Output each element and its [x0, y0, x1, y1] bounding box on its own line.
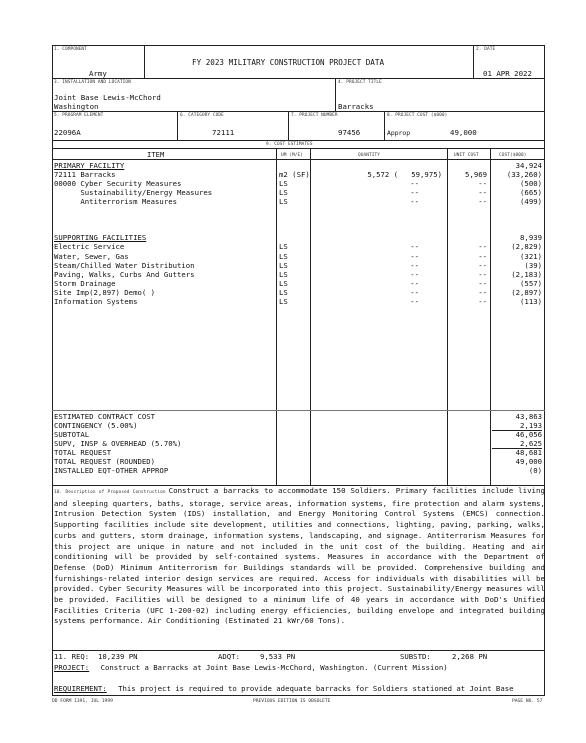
cost-row-quantity: --	[410, 188, 419, 198]
total-row	[52, 412, 545, 421]
cost-row-um: LS	[279, 179, 288, 189]
cost-row-unit-cost: --	[478, 296, 487, 306]
component-label: 1. COMPONENT	[54, 47, 87, 52]
cost-row-unit-cost: --	[478, 242, 487, 252]
cost-row-cost: (321)	[520, 251, 542, 261]
total-row	[52, 448, 545, 457]
cost-row-um: LS	[279, 197, 288, 207]
category-code-value: 72111	[212, 128, 235, 137]
cost-row	[52, 242, 545, 251]
installation-line1: Joint Base Lewis-McChord	[54, 93, 161, 102]
cost-row	[52, 215, 545, 224]
cost-row-item: Sustainability/Energy Measures	[54, 188, 213, 198]
cost-row-unit-cost: --	[478, 188, 487, 198]
cost-row-item: Antiterrorism Measures	[54, 197, 178, 207]
cost-row-quantity: --	[410, 260, 419, 270]
cost-row-item: SUPPORTING FACILITIES	[54, 233, 147, 243]
total-row-cost: 48,681	[515, 448, 542, 458]
cost-row-cost: (2,897)	[511, 287, 542, 297]
project-cost-label: 8. PROJECT COST ($000)	[387, 113, 448, 118]
cost-row-item: Steam/Chilled Water Distribution	[54, 260, 195, 270]
cost-row	[52, 179, 545, 188]
cost-row-item: 00000 Cyber Security Measures	[54, 179, 182, 189]
total-row	[52, 430, 545, 439]
cost-row	[52, 261, 545, 270]
cost-row-cost: (557)	[520, 278, 542, 288]
substd-value: 2,268 PN	[452, 652, 488, 661]
cost-row-cost: 8,939	[520, 233, 542, 243]
project-title-value: Barracks	[338, 102, 374, 111]
cost-row-item: PRIMARY FACILITY	[54, 161, 125, 170]
installation-line2: Washington	[54, 102, 99, 111]
cost-row-quantity: --	[410, 251, 419, 261]
total-row-cost: 2,193	[520, 421, 542, 431]
cost-row-unit-cost: --	[478, 197, 487, 207]
total-row	[52, 466, 545, 475]
total-row-label: TOTAL REQUEST (ROUNDED)	[54, 457, 156, 467]
col-item-header: ITEM	[147, 150, 165, 159]
cost-row-cost: (113)	[520, 296, 542, 306]
total-row	[52, 457, 545, 466]
cost-row	[52, 279, 545, 288]
cost-row	[52, 252, 545, 261]
col-unit-cost-header: UNIT COST	[454, 153, 479, 158]
total-row-label: SUPV, INSP & OVERHEAD (5.70%)	[54, 439, 182, 449]
adqt-label: ADQT:	[218, 652, 240, 661]
cost-row-um: m2 (SF)	[279, 170, 310, 180]
cost-row	[52, 224, 545, 233]
requirement-statement	[54, 684, 542, 696]
cost-row-cost: (499)	[520, 197, 542, 207]
total-row-cost: (0)	[528, 466, 542, 476]
cost-row-um: LS	[279, 188, 288, 198]
cost-row-um: LS	[279, 287, 288, 297]
project-label: PROJECT:	[54, 663, 90, 672]
date-label: 2. DATE	[476, 47, 496, 52]
cost-row-cost: (500)	[520, 179, 542, 189]
cost-row-unit-cost: --	[478, 251, 487, 261]
cost-row-cost: (39)	[524, 260, 542, 270]
cost-row	[52, 297, 545, 306]
form-title: FY 2023 MILITARY CONSTRUCTION PROJECT DATA	[192, 58, 385, 67]
cost-row-unit-cost: --	[478, 179, 487, 189]
project-text: Construct a Barracks at Joint Base Lewis-McChord, Washington. (Current Mission)	[100, 663, 448, 672]
cost-row	[52, 206, 545, 215]
cost-row-quantity: --	[410, 179, 419, 189]
requirement-text: This project is required to provide adequate barracks for Soldiers stationed at Joint Base	[118, 684, 514, 693]
cost-row-item: Information Systems	[54, 296, 138, 306]
date-value: 01 APR 2022	[483, 69, 532, 78]
cost-row-unit-cost: --	[478, 269, 487, 279]
cost-row-um: LS	[279, 242, 288, 252]
total-row-cost: 46,056	[515, 430, 542, 440]
cost-row	[52, 161, 545, 170]
cost-row-cost: (2,183)	[511, 269, 542, 279]
total-row-label: ESTIMATED CONTRACT COST	[54, 412, 156, 421]
project-title-label: 4. PROJECT TITLE	[338, 80, 382, 85]
cost-row	[52, 233, 545, 242]
form-number: DD FORM 1391, JUL 1999	[52, 699, 113, 704]
page-number: PAGE NO. 57	[512, 699, 543, 704]
cost-row-um: LS	[279, 251, 288, 261]
total-row-label: INSTALLED EQT-OTHER APPROP	[54, 466, 169, 476]
project-cost-prefix: Approp	[387, 129, 411, 137]
installation-label: 3. INSTALLATION AND LOCATION	[54, 80, 131, 85]
col-cost-header: COST($000)	[499, 153, 527, 158]
cost-row-unit-cost: 5,969	[465, 170, 487, 180]
form-page	[52, 45, 545, 704]
cost-estimates-label: 9. COST ESTIMATES	[266, 142, 313, 147]
cost-row-item: 72111 Barracks	[54, 170, 116, 180]
project-statement	[54, 663, 542, 674]
cost-row-item: Storm Drainage	[54, 278, 116, 288]
req-label: 11. REQ:	[54, 652, 90, 661]
total-row	[52, 421, 545, 430]
project-number-value: 97456	[338, 128, 361, 137]
total-row-cost: 43,863	[515, 412, 542, 421]
cost-row-unit-cost: --	[478, 260, 487, 270]
category-code-label: 6. CATEGORY CODE	[180, 113, 224, 118]
substd-label: SUBSTD:	[400, 652, 431, 661]
col-qty-header: QUANTITY	[358, 153, 380, 158]
description-text: Construct a barracks to accommodate 150 Soldiers. Primary facilities include living and sleeping quarters, baths, storage, service areas, information systems, fire protection and alarm systems, Intrusion Detection System (IDS) installation, and Energy Monitoring Control Systems (EMCS) connection. Supporting facilities include site development, utilities and connections, lighting, paving, parking, walks, curbs and gutters, storm drainage, information systems, landscaping, and signage. Antiterrorism Measures for this project are unique in nature and not included in the unit cost of the building. Heating and air conditioning will be provided by self-contained systems. Measures in accordance with the Department of Defense (DoD) Minimum Antiterrorism for Buildings standards will be provided. Comprehensive building and furnishings-related interior design services are required. Access for individuals with disabilities will be provided. Cyber Security Measures will be incorporated into this project. Sustainability/Energy measures will be provided. Facilities will be designed to a minimum life of 40 years in accordance with DoD's Unified Facilities Criteria (UFC 1-200-02) including energy efficiencies, building envelope and integrated building systems performance. Air Conditioning (Estimated 21 kWr/60 Tons).	[54, 486, 545, 626]
program-element-label: 5. PROGRAM ELEMENT	[54, 113, 104, 118]
col-um-header: UM (M/E)	[281, 153, 303, 158]
req-value: 10,239 PN	[98, 652, 138, 661]
cost-row-item: Paving, Walks, Curbs And Gutters	[54, 269, 195, 279]
cost-row-item: Electric Service	[54, 242, 125, 252]
requirement-label: REQUIREMENT:	[54, 684, 107, 693]
cost-row-um: LS	[279, 269, 288, 279]
cost-row-unit-cost: --	[478, 278, 487, 288]
total-row-cost: 2,625	[520, 439, 542, 449]
description-label: 10. Description of Proposed Construction	[54, 490, 166, 495]
project-cost-value: 49,000	[450, 128, 477, 137]
cost-row-quantity: --	[410, 296, 419, 306]
cost-row-quantity: --	[410, 287, 419, 297]
cost-row-quantity: 5,572 ( 59,975)	[367, 170, 442, 180]
requirement-summary	[52, 652, 545, 661]
total-row-label: CONTINGENCY (5.00%)	[54, 421, 138, 431]
cost-row-item: Water, Sewer, Gas	[54, 251, 129, 261]
component-value: Army	[89, 69, 107, 78]
adqt-value: 9,533 PN	[260, 652, 296, 661]
total-row-label: TOTAL REQUEST	[54, 448, 112, 458]
cost-row-um: LS	[279, 296, 288, 306]
cost-row-unit-cost: --	[478, 287, 487, 297]
cost-row	[52, 188, 545, 197]
cost-row-quantity: --	[410, 278, 419, 288]
total-row	[52, 439, 545, 448]
program-element-value: 22096A	[54, 128, 81, 137]
cost-row-item: Site Imp(2,897) Demo( )	[54, 287, 156, 297]
total-row-cost: 49,000	[515, 457, 542, 467]
cost-row-um: LS	[279, 260, 288, 270]
cost-row	[52, 197, 545, 206]
cost-row-quantity: --	[410, 242, 419, 252]
cost-row-quantity: --	[410, 269, 419, 279]
cost-row-cost: (665)	[520, 188, 542, 198]
cost-row	[52, 270, 545, 279]
total-row-label: SUBTOTAL	[54, 430, 90, 440]
cost-row-quantity: --	[410, 197, 419, 207]
cost-row-um: LS	[279, 278, 288, 288]
cost-row-cost: (33,260)	[506, 170, 542, 180]
edition-note: PREVIOUS EDITION IS OBSOLETE	[253, 699, 331, 704]
project-number-label: 7. PROJECT NUMBER	[291, 113, 338, 118]
construction-description	[54, 486, 545, 627]
cost-row-cost: (2,829)	[511, 242, 542, 252]
cost-row-cost: 34,924	[515, 161, 542, 170]
cost-row	[52, 170, 545, 179]
cost-row	[52, 288, 545, 297]
